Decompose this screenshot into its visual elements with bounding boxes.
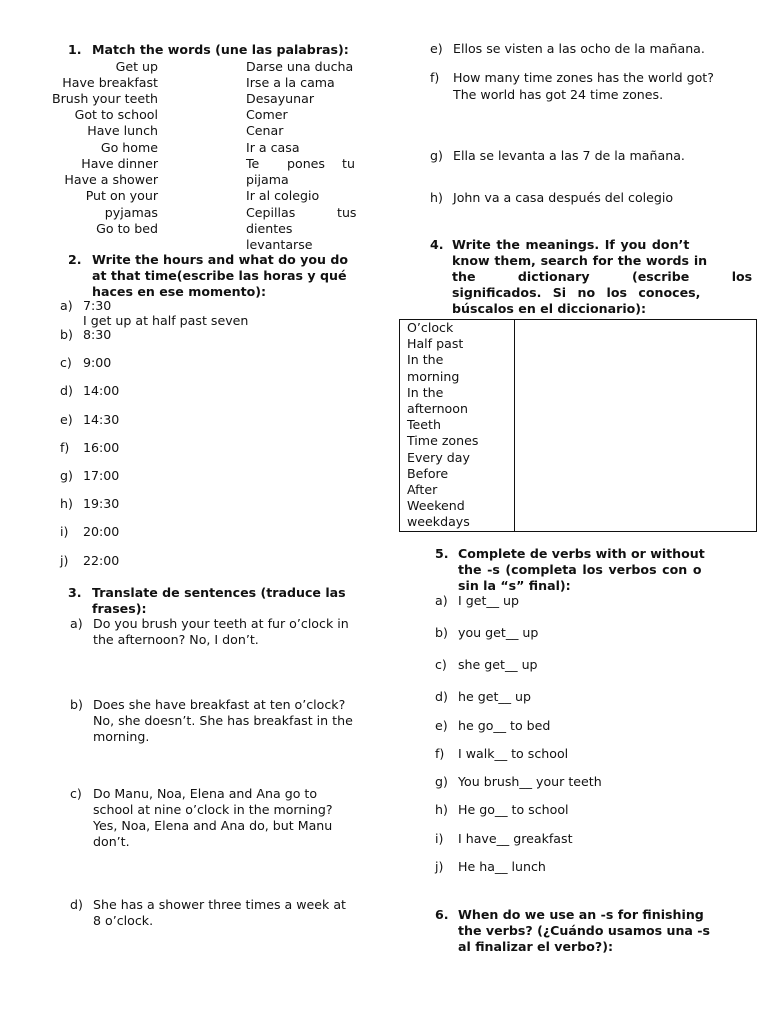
item-letter: d) <box>435 689 448 704</box>
item-letter: c) <box>435 657 447 672</box>
section4-title-line: significados. Si no los conoces, <box>452 285 701 300</box>
item-letter: h) <box>60 496 73 511</box>
item-letter: a) <box>60 298 73 313</box>
list-item: pones <box>287 156 325 171</box>
section3-title-line: frases): <box>92 601 147 616</box>
item-time: 8:30 <box>83 327 112 342</box>
item-line: The world has got 24 time zones. <box>453 87 664 102</box>
item-text[interactable]: I get__ up <box>458 593 519 608</box>
term: morning <box>407 368 460 384</box>
item-letter: c) <box>60 355 72 370</box>
item-time: 14:00 <box>83 383 120 398</box>
item-letter: j) <box>60 553 69 568</box>
item-letter: f) <box>60 440 70 455</box>
list-item: Comer <box>246 107 288 122</box>
section4-title-line: know them, search for the words in <box>452 253 708 268</box>
item-line: Yes, Noa, Elena and Ana do, but Manu <box>93 818 333 833</box>
section3-number: 3. <box>68 585 82 600</box>
section2-title-line: haces en ese momento): <box>92 284 267 299</box>
terms-column <box>400 320 515 532</box>
item-letter: j) <box>435 859 444 874</box>
section2-number: 2. <box>68 252 82 267</box>
item-line: Ella se levanta a las 7 de la mañana. <box>453 148 685 163</box>
list-item: Go to bed <box>96 221 158 236</box>
item-letter: e) <box>430 41 443 56</box>
section2-title-line: at that time(escribe las horas y qué <box>92 268 347 283</box>
item-line: Do Manu, Noa, Elena and Ana go to <box>93 786 318 801</box>
list-item: dientes <box>246 221 293 236</box>
list-item: levantarse <box>246 237 313 252</box>
term: In the <box>407 384 444 400</box>
item-text[interactable]: You brush__ your teeth <box>458 774 602 789</box>
list-item: Put on your <box>85 188 158 203</box>
item-letter: b) <box>60 327 73 342</box>
list-item: Cepillas <box>246 205 296 220</box>
section4-number: 4. <box>430 237 444 252</box>
term: O’clock <box>407 320 454 335</box>
item-letter: f) <box>435 746 445 761</box>
item-text[interactable]: I have__ greakfast <box>458 831 573 846</box>
item-line: morning. <box>93 729 150 744</box>
item-text[interactable]: he go__ to bed <box>458 718 551 733</box>
section5-title-line: the -s (completa los verbos con o <box>458 562 702 577</box>
list-item: tus <box>337 205 357 220</box>
item-time: 20:00 <box>83 524 120 539</box>
list-item: Have breakfast <box>62 75 158 90</box>
section3-title-line: Translate de sentences (traduce las <box>92 585 346 600</box>
term: Before <box>407 465 449 481</box>
item-letter: b) <box>70 697 83 712</box>
item-text[interactable]: she get__ up <box>458 657 538 672</box>
item-letter: g) <box>60 468 73 483</box>
item-line: don’t. <box>93 834 130 849</box>
item-letter: e) <box>435 718 448 733</box>
list-item: Have dinner <box>81 156 158 171</box>
section6-title-line: the verbs? (¿Cuándo usamos una -s <box>458 923 711 938</box>
item-time: 14:30 <box>83 412 120 427</box>
item-line: John va a casa después del colegio <box>453 190 674 205</box>
list-item: Irse a la cama <box>246 75 335 90</box>
term: Time zones <box>407 433 479 449</box>
item-time: 22:00 <box>83 553 120 568</box>
item-line: Does she have breakfast at ten o’clock? <box>93 697 346 712</box>
item-line: Do you brush your teeth at fur o’clock in <box>93 616 349 631</box>
section1-number: 1. <box>68 42 82 57</box>
section1-title: Match the words (une las palabras): <box>92 42 349 57</box>
item-line: 8 o’clock. <box>93 913 154 928</box>
item-line: She has a shower three times a week at <box>93 897 346 912</box>
item-letter: i) <box>60 524 69 539</box>
item-text[interactable]: He go__ to school <box>458 802 569 817</box>
term: Half past <box>407 336 464 352</box>
term: weekdays <box>407 514 470 530</box>
item-letter: g) <box>430 148 443 163</box>
item-letter: d) <box>70 897 83 912</box>
item-time: 17:00 <box>83 468 120 483</box>
term: After <box>407 482 438 498</box>
item-letter: e) <box>60 412 73 427</box>
section6-title-line: When do we use an -s for finishing <box>458 907 704 922</box>
item-letter: h) <box>435 802 448 817</box>
item-text[interactable]: I walk__ to school <box>458 746 569 761</box>
item-letter: d) <box>60 383 73 398</box>
list-item: tu <box>342 156 355 171</box>
list-item: Ir al colegio <box>246 188 320 203</box>
item-time: 9:00 <box>83 355 112 370</box>
list-item: pijama <box>246 172 289 187</box>
term: Weekend <box>407 498 465 514</box>
list-item: Te <box>246 156 260 171</box>
term: Teeth <box>407 417 441 433</box>
item-time: 16:00 <box>83 440 120 455</box>
item-letter: a) <box>435 593 448 608</box>
list-item: Ir a casa <box>246 140 300 155</box>
item-line: No, she doesn’t. She has breakfast in the <box>93 713 353 728</box>
term: afternoon <box>407 401 468 417</box>
item-text[interactable]: he get__ up <box>458 689 531 704</box>
meanings-answer-column[interactable] <box>515 320 757 532</box>
section5-title-line: Complete de verbs with or without <box>458 546 705 561</box>
section5-title-line: sin la “s” final): <box>458 578 571 593</box>
item-letter: a) <box>70 616 83 631</box>
list-item: Got to school <box>74 107 158 122</box>
list-item: Get up <box>115 59 158 74</box>
list-item: Darse una ducha <box>246 59 354 74</box>
list-item: Have a shower <box>64 172 158 187</box>
list-item: Have lunch <box>87 123 158 138</box>
item-line: school at nine o’clock in the morning? <box>93 802 333 817</box>
item-line: Ellos se visten a las ocho de la mañana. <box>453 41 705 56</box>
item-line: the afternoon? No, I don’t. <box>93 632 259 647</box>
section4-title-line: the dictionary (escribe los <box>452 269 753 284</box>
item-letter: h) <box>430 190 443 205</box>
list-item: Desayunar <box>246 91 315 106</box>
term: Every day <box>407 449 470 465</box>
section4-title-line: búscalos en el diccionario): <box>452 301 647 316</box>
item-answer[interactable]: I get up at half past seven <box>83 313 249 328</box>
list-item: Cenar <box>246 123 284 138</box>
item-time: 19:30 <box>83 496 120 511</box>
item-letter: c) <box>70 786 82 801</box>
meanings-table <box>399 319 757 532</box>
item-letter: i) <box>435 831 444 846</box>
section6-number: 6. <box>435 907 449 922</box>
list-item: pyjamas <box>104 205 158 220</box>
section4-title-line: Write the meanings. If you don’t <box>452 237 690 252</box>
section2-title-line: Write the hours and what do you do <box>92 252 349 267</box>
item-time: 7:30 <box>83 298 112 313</box>
list-item: Brush your teeth <box>51 91 158 106</box>
term: In the <box>407 352 444 368</box>
item-letter: b) <box>435 625 448 640</box>
item-letter: f) <box>430 70 440 85</box>
item-letter: g) <box>435 774 448 789</box>
section6-title-line: al finalizar el verbo?): <box>458 939 614 954</box>
item-text[interactable]: you get__ up <box>458 625 539 640</box>
item-text[interactable]: He ha__ lunch <box>458 859 546 874</box>
list-item: Go home <box>100 140 158 155</box>
section5-number: 5. <box>435 546 449 561</box>
item-line: How many time zones has the world got? <box>453 70 714 85</box>
